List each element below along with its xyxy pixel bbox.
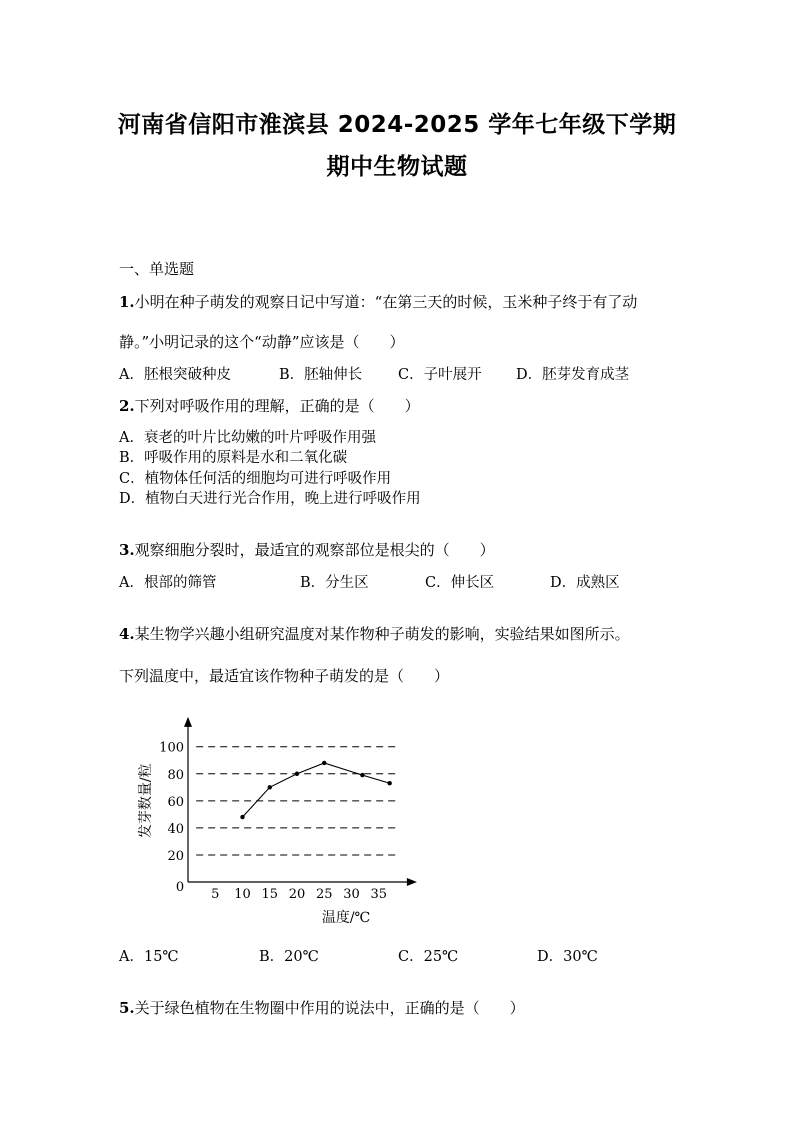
question-2 [119,395,420,416]
x-tick-label: 30 [343,887,360,902]
option-c: C．25℃ [398,949,459,965]
option-b: B．20℃ [259,949,319,965]
data-point [322,761,326,765]
question-1 [119,291,637,312]
option-b: B．分生区 [300,575,369,591]
question-4-line2: 下列温度中，最适宜该作物种子萌发的是（ ） [119,667,450,685]
data-point [240,815,244,819]
question-number: 3. [119,541,135,559]
data-point [268,785,272,789]
option-a: A．根部的筛管 [119,575,217,591]
question-text: 小明在种子萌发的观察日记中写道：“在第三天的时候，玉米种子终于有了动 [134,293,638,311]
question-text: 下列对呼吸作用的理解，正确的是（ ） [134,397,420,415]
option-d: D．胚芽发育成茎 [516,367,630,383]
option-d: D．植物白天进行光合作用，晚上进行呼吸作用 [119,491,421,507]
question-number: 5. [119,999,135,1017]
x-tick-label: 5 [211,887,220,902]
y-tick-label: 100 [159,740,184,756]
question-4 [119,623,630,644]
question-text: 观察细胞分裂时，最适宜的观察部位是根尖的（ ） [134,541,495,559]
x-tick-label: 10 [234,887,251,902]
exam-title-line1: 河南省信阳市淮滨县 2024-2025 学年七年级下学期 [117,112,677,138]
option-a: A．15℃ [119,949,179,965]
option-c: C．伸长区 [425,575,495,591]
y-tick-label: 80 [167,767,184,783]
data-point [360,773,364,777]
y-axis-arrow [184,717,192,727]
y-axis-label: 发芽数量/粒 [138,763,154,839]
x-tick-label: 15 [261,887,279,902]
x-tick-label: 25 [315,887,333,902]
option-c: C．植物体任何活的细胞均可进行呼吸作用 [119,471,392,487]
question-text: 关于绿色植物在生物圈中作用的说法中，正确的是（ ） [134,999,525,1017]
question-number: 1. [119,293,135,311]
question-number: 4. [119,625,135,643]
exam-title-line2: 期中生物试题 [326,154,468,180]
option-d: D．成熟区 [550,575,620,591]
option-d: D．30℃ [537,949,598,965]
option-c: C．子叶展开 [398,367,482,383]
origin-label: 0 [175,880,185,895]
option-b: B．呼吸作用的原料是水和二氧化碳 [119,450,348,466]
data-point [295,772,299,776]
x-tick-label: 20 [288,887,306,902]
x-axis-arrow [407,878,417,886]
data-point [387,781,391,785]
x-axis-label: 温度/℃ [321,910,371,926]
question-text: 某生物学兴趣小组研究温度对某作物种子萌发的影响，实验结果如图所示。 [134,625,630,643]
question-3 [119,539,495,560]
option-a: A．胚根突破种皮 [119,367,231,383]
series-line [243,763,390,817]
y-tick-label: 40 [167,821,184,837]
x-tick-label: 35 [370,887,388,902]
question-1-line2: 静。”小明记录的这个“动静”应该是（ ） [119,333,405,351]
question-number: 2. [119,397,135,415]
option-a: A．衰老的叶片比幼嫩的叶片呼吸作用强 [119,430,376,446]
option-b: B．胚轴伸长 [279,367,363,383]
germination-chart [120,700,430,935]
section-heading: 一、单选题 [119,260,195,278]
y-tick-label: 60 [167,794,184,810]
question-5 [119,997,525,1018]
y-tick-label: 20 [167,848,184,864]
